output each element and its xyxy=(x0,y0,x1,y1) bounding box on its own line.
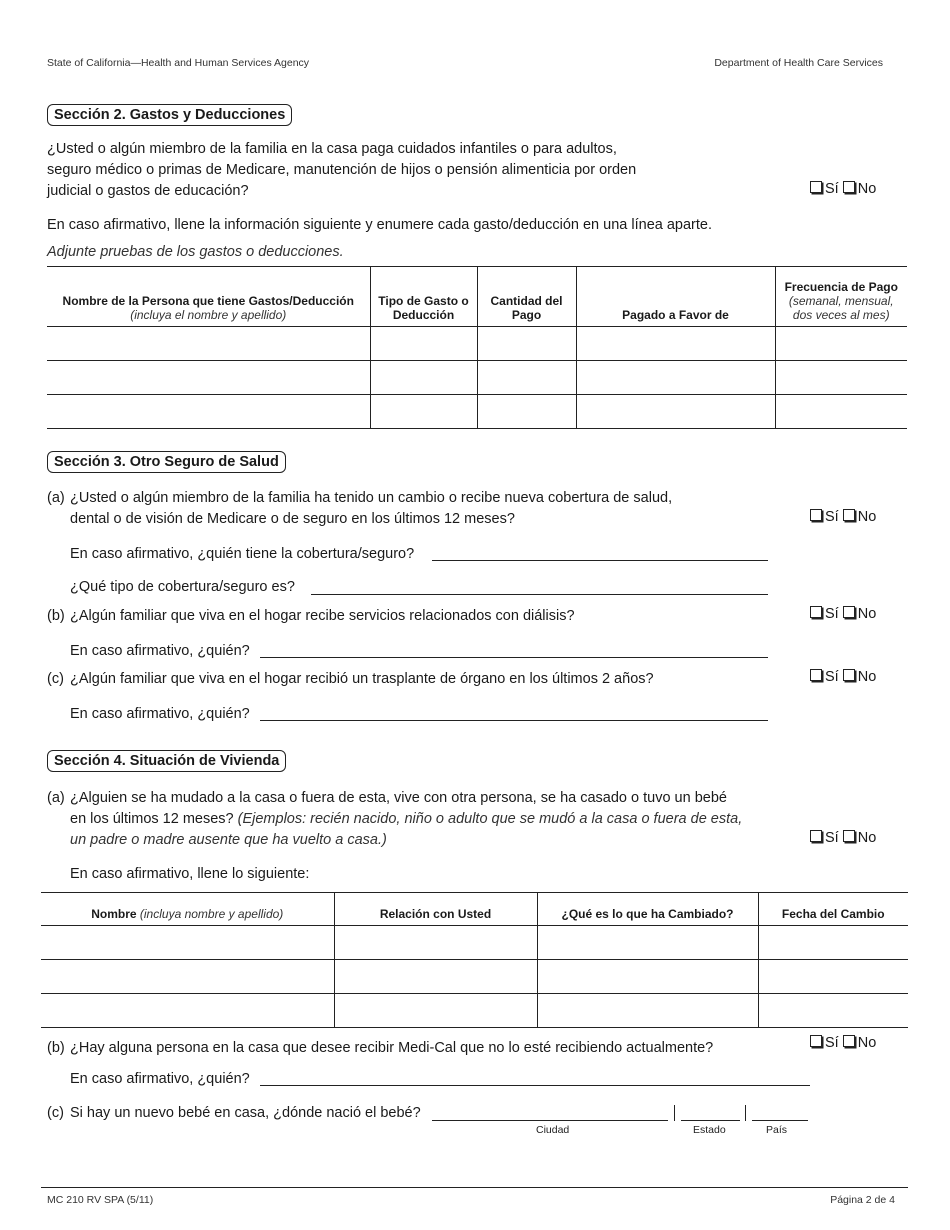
section4-title: Sección 4. Situación de Vivienda xyxy=(47,750,286,772)
s4-col-what-changed: ¿Qué es lo que ha Cambiado? xyxy=(537,893,758,926)
table-cell[interactable] xyxy=(758,960,908,994)
footer-page-number: Página 2 de 4 xyxy=(830,1194,895,1206)
section3-b-label: (b) xyxy=(47,608,65,624)
table-cell[interactable] xyxy=(334,960,537,994)
section3-a-who-label: En caso afirmativo, ¿quién tiene la cobertura/seguro? xyxy=(70,546,415,562)
section4-c-label: (c) xyxy=(47,1105,64,1121)
footer-rule xyxy=(41,1187,908,1188)
no-label: No xyxy=(857,1035,877,1051)
yes-label: Sí xyxy=(825,606,839,622)
yes-label: Sí xyxy=(825,181,839,197)
s4-col-name: Nombre (incluya nombre y apellido) xyxy=(41,893,334,926)
table-cell[interactable] xyxy=(576,361,775,395)
table-cell[interactable] xyxy=(477,395,576,429)
table-cell[interactable] xyxy=(537,994,758,1028)
section3-title: Sección 3. Otro Seguro de Salud xyxy=(47,451,286,473)
section2-question-line1: ¿Usted o algún miembro de la familia en la casa paga cuidados infantiles o para adultos, xyxy=(47,141,617,157)
yes-label: Sí xyxy=(825,669,839,685)
section3-a-who-field[interactable] xyxy=(432,560,768,561)
section3-b-question: ¿Algún familiar que viva en el hogar recibe servicios relacionados con diálisis? xyxy=(70,608,575,624)
section3-c-question: ¿Algún familiar que viva en el hogar recibió un trasplante de órgano en los últimos 2 años? xyxy=(70,671,654,687)
table-cell[interactable] xyxy=(370,327,477,361)
table-cell[interactable] xyxy=(758,994,908,1028)
section3-c-who-label: En caso afirmativo, ¿quién? xyxy=(70,706,250,722)
section4-b-who-label: En caso afirmativo, ¿quién? xyxy=(70,1071,250,1087)
footer-form-id: MC 210 RV SPA (5/11) xyxy=(47,1194,154,1206)
section3-c-yes-no xyxy=(810,669,876,685)
table-cell[interactable] xyxy=(334,994,537,1028)
section2-instruction: En caso afirmativo, llene la información siguiente y enumere cada gasto/deducción en una línea aparte. xyxy=(47,217,712,233)
no-label: No xyxy=(857,830,877,846)
no-label: No xyxy=(857,606,877,622)
section4-c-question: Si hay un nuevo bebé en casa, ¿dónde nació el bebé? xyxy=(70,1105,421,1121)
s2-col-type: Tipo de Gasto o Deducción xyxy=(370,267,477,327)
section4-b-who-field[interactable] xyxy=(260,1085,810,1086)
section4-a-question-line3: un padre o madre ausente que ha vuelto a casa.) xyxy=(70,832,387,848)
birth-state-caption: Estado xyxy=(693,1124,726,1136)
table-cell[interactable] xyxy=(775,395,907,429)
section3-a-no-checkbox[interactable] xyxy=(843,509,855,521)
section3-c-yes-checkbox[interactable] xyxy=(810,669,822,681)
no-label: No xyxy=(857,181,877,197)
section3-b-who-field[interactable] xyxy=(260,657,768,658)
section4-b-label: (b) xyxy=(47,1040,65,1056)
table-cell[interactable] xyxy=(41,994,334,1028)
section3-a-question-line2: dental o de visión de Medicare o de seguro en los últimos 12 meses? xyxy=(70,511,515,527)
table-cell[interactable] xyxy=(47,361,370,395)
yes-label: Sí xyxy=(825,509,839,525)
table-row xyxy=(41,994,908,1028)
section3-c-label: (c) xyxy=(47,671,64,687)
table-cell[interactable] xyxy=(775,327,907,361)
divider xyxy=(745,1105,746,1121)
section3-a-type-field[interactable] xyxy=(311,594,768,595)
section3-b-who-label: En caso afirmativo, ¿quién? xyxy=(70,643,250,659)
table-cell[interactable] xyxy=(41,960,334,994)
birth-city-caption: Ciudad xyxy=(536,1124,570,1136)
section3-a-question-line1: ¿Usted o algún miembro de la familia ha tenido un cambio o recibe nueva cobertura de salud, xyxy=(70,490,673,506)
s2-col-name: Nombre de la Persona que tiene Gastos/Deducción (incluya el nombre y apellido) xyxy=(47,267,370,327)
table-cell[interactable] xyxy=(477,361,576,395)
section3-c-no-checkbox[interactable] xyxy=(843,669,855,681)
table-cell[interactable] xyxy=(47,395,370,429)
table-cell[interactable] xyxy=(576,327,775,361)
s2-col-amount: Cantidad del Pago xyxy=(477,267,576,327)
section2-yes-checkbox[interactable] xyxy=(810,181,822,193)
birth-country-caption: País xyxy=(766,1124,788,1136)
section4-a-question-line2: en los últimos 12 meses? (Ejemplos: recién nacido, niño o adulto que se mudó a la casa o fuera de esta, xyxy=(70,811,743,827)
section2-question-line2: seguro médico o primas de Medicare, manutención de hijos o pensión alimenticia por orden xyxy=(47,162,637,178)
table-row xyxy=(47,327,907,361)
section2-attach-note: Adjunte pruebas de los gastos o deducciones. xyxy=(47,244,344,260)
table-cell[interactable] xyxy=(775,361,907,395)
section4-a-label: (a) xyxy=(47,790,65,806)
table-cell[interactable] xyxy=(370,361,477,395)
s2-col-paid-to: Pagado a Favor de xyxy=(576,267,775,327)
section2-expenses-table xyxy=(47,266,907,429)
table-cell[interactable] xyxy=(334,926,537,960)
table-cell[interactable] xyxy=(537,960,758,994)
no-label: No xyxy=(857,509,877,525)
divider xyxy=(674,1105,675,1121)
table-cell[interactable] xyxy=(576,395,775,429)
birth-country-field[interactable] xyxy=(752,1120,808,1121)
table-cell[interactable] xyxy=(537,926,758,960)
section2-no-checkbox[interactable] xyxy=(843,181,855,193)
table-row xyxy=(41,926,908,960)
section4-a-question-line1: ¿Alguien se ha mudado a la casa o fuera de esta, vive con otra persona, se ha casado o tuvo un bebé xyxy=(70,790,727,806)
table-cell[interactable] xyxy=(758,926,908,960)
table-row xyxy=(47,395,907,429)
section4-household-table xyxy=(41,892,908,1028)
no-label: No xyxy=(857,669,877,685)
section4-b-no-checkbox[interactable] xyxy=(843,1035,855,1047)
s4-col-change-date: Fecha del Cambio xyxy=(781,907,885,921)
section4-b-yes-no xyxy=(810,1035,876,1051)
table-cell[interactable] xyxy=(47,327,370,361)
table-cell[interactable] xyxy=(477,327,576,361)
table-cell[interactable] xyxy=(41,926,334,960)
section4-a-yes-no xyxy=(810,830,876,846)
yes-label: Sí xyxy=(825,830,839,846)
section3-a-yes-no xyxy=(810,509,876,525)
section3-c-who-field[interactable] xyxy=(260,720,768,721)
section2-yes-no xyxy=(810,181,876,197)
table-cell[interactable] xyxy=(370,395,477,429)
section4-a-no-checkbox[interactable] xyxy=(843,830,855,842)
section4-b-question: ¿Hay alguna persona en la casa que desee recibir Medi-Cal que no lo esté recibiendo actualmente? xyxy=(70,1040,714,1056)
birth-state-field[interactable] xyxy=(681,1120,740,1121)
header-agency: State of California—Health and Human Services Agency xyxy=(47,57,310,69)
section4-a-yes-checkbox[interactable] xyxy=(810,830,822,842)
section3-b-yes-no xyxy=(810,606,876,622)
yes-label: Sí xyxy=(825,1035,839,1051)
section4-b-yes-checkbox[interactable] xyxy=(810,1035,822,1047)
s2-col-frequency: Frecuencia de Pago (semanal, mensual, dos veces al mes) xyxy=(784,280,898,322)
section2-title: Sección 2. Gastos y Deducciones xyxy=(47,104,292,126)
table-row xyxy=(47,361,907,395)
section3-a-yes-checkbox[interactable] xyxy=(810,509,822,521)
header-department: Department of Health Care Services xyxy=(714,57,883,69)
table-row xyxy=(41,960,908,994)
section3-a-label: (a) xyxy=(47,490,65,506)
section3-b-yes-checkbox[interactable] xyxy=(810,606,822,618)
section3-b-no-checkbox[interactable] xyxy=(843,606,855,618)
birth-city-field[interactable] xyxy=(432,1120,668,1121)
section4-a-fill-instruction: En caso afirmativo, llene lo siguiente: xyxy=(70,866,310,882)
s4-col-relation: Relación con Usted xyxy=(334,893,537,926)
section3-a-type-label: ¿Qué tipo de cobertura/seguro es? xyxy=(70,579,295,595)
section2-question-line3: judicial o gastos de educación? xyxy=(47,183,249,199)
